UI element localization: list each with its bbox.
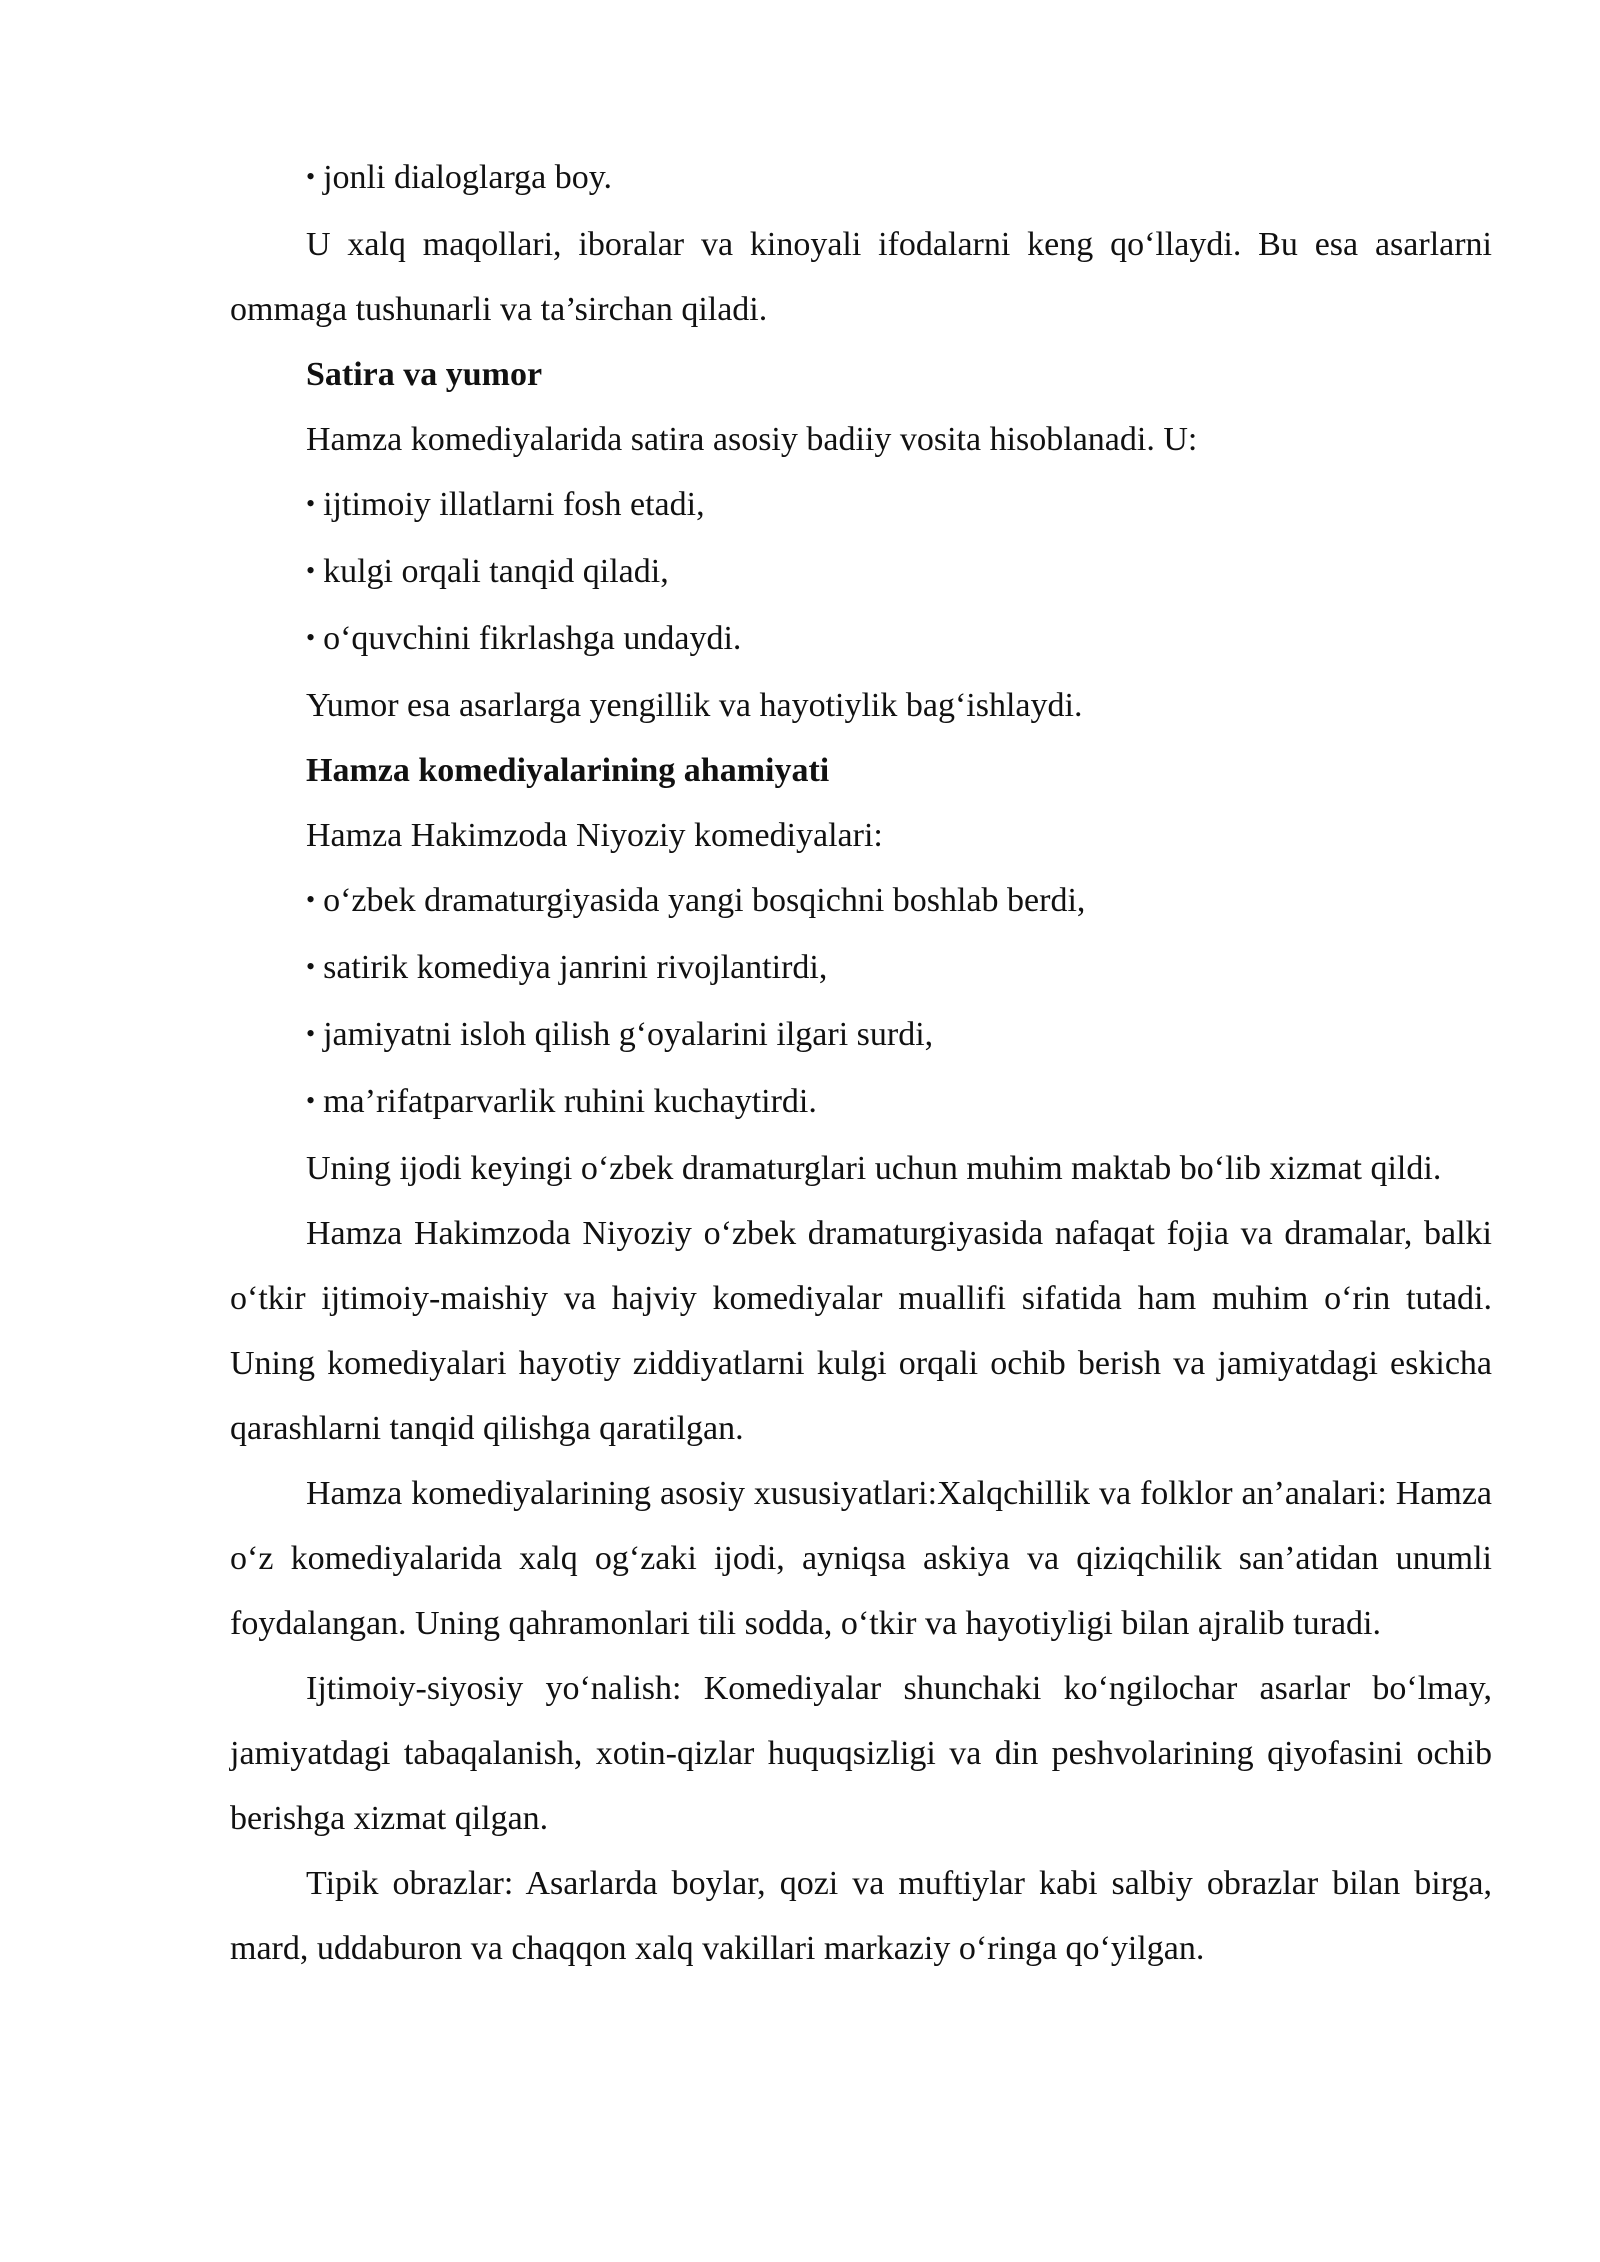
paragraph: Hamza komediyalarining asosiy xususiyatlari:Xalqchillik va folklor an’analari: Hamza o‘z komediyalarida xalq og‘zaki ijodi, ayniqsa askiya va qiziqchilik san’atidan unumli foydalangan. Uning qahramonlari tili sodda, o‘tkir va hayotiyligi bilan ajralib turadi. — [230, 1475, 1492, 1642]
bullet-item: • jonli dialoglarga boy. — [230, 145, 1492, 212]
paragraph: Hamza Hakimzoda Niyoziy o‘zbek dramaturgiyasida nafaqat fojia va dramalar, balki o‘tkir ijtimoiy-maishiy va hajviy komediyalar muallifi sifatida ham muhim o‘rin tutadi. Uning komediyalari hayotiy ziddiyatlarni kulgi orqali ochib berish va jamiyatdagi eskicha qarashlarni tanqid qilishga qaratilgan. — [230, 1215, 1492, 1447]
paragraph: U xalq maqollari, iboralar va kinoyali ifodalarni keng qo‘llaydi. Bu esa asarlarni ommaga tushunarli va ta’sirchan qiladi. — [230, 226, 1492, 328]
bullet-item: • ijtimoiy illatlarni fosh etadi, — [230, 472, 1492, 539]
bullet-item: • satirik komediya janrini rivojlantirdi, — [230, 935, 1492, 1002]
paragraph: Ijtimoiy-siyosiy yo‘nalish: Komediyalar shunchaki ko‘ngilochar asarlar bo‘lmay, jamiyatdagi tabaqalanish, xotin-qizlar huquqsizligi va din peshvolarining qiyofasini ochib berishga xizmat qilgan. — [230, 1670, 1492, 1837]
section-heading: Satira va yumor — [306, 356, 543, 393]
paragraph: Yumor esa asarlarga yengillik va hayotiylik bag‘ishlaydi. — [306, 687, 1083, 724]
paragraph: Hamza Hakimzoda Niyoziy komediyalari: — [306, 817, 883, 854]
paragraph: Uning ijodi keyingi o‘zbek dramaturglari uchun muhim maktab bo‘lib xizmat qildi. — [306, 1150, 1442, 1187]
bullet-item: • o‘zbek dramaturgiyasida yangi bosqichni boshlab berdi, — [230, 868, 1492, 935]
paragraph: Tipik obrazlar: Asarlarda boylar, qozi va muftiylar kabi salbiy obrazlar bilan birga, mard, uddaburon va chaqqon xalq vakillari markaziy o‘ringa qo‘yilgan. — [230, 1865, 1492, 1967]
bullet-item: • jamiyatni isloh qilish g‘oyalarini ilgari surdi, — [230, 1002, 1492, 1069]
section-heading: Hamza komediyalarining ahamiyati — [306, 752, 830, 789]
bullet-item: • ma’rifatparvarlik ruhini kuchaytirdi. — [230, 1069, 1492, 1136]
document-body — [230, 145, 1492, 1981]
paragraph: Hamza komediyalarida satira asosiy badiiy vosita hisoblanadi. U: — [306, 421, 1198, 458]
bullet-item: • kulgi orqali tanqid qiladi, — [230, 539, 1492, 606]
bullet-item: • o‘quvchini fikrlashga undaydi. — [230, 606, 1492, 673]
